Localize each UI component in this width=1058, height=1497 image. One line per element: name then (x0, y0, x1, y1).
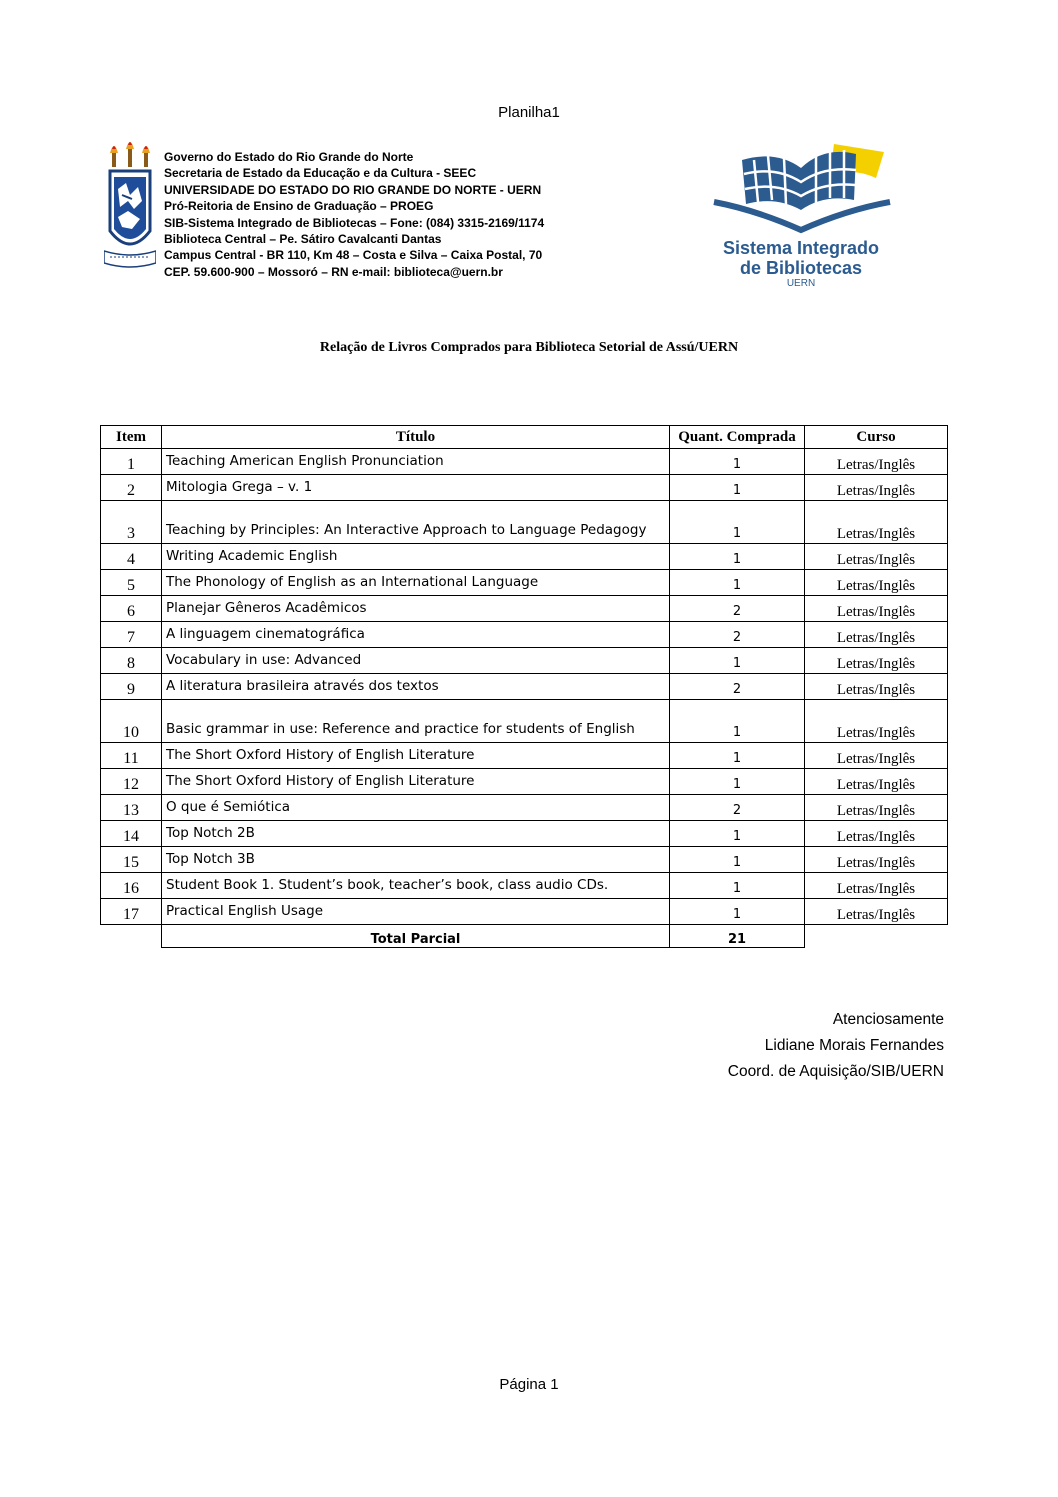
item-number: 4 (101, 544, 162, 570)
table-row (101, 449, 948, 475)
table-row (101, 475, 948, 501)
book-title: O que é Semiótica (162, 795, 670, 821)
quantity: 1 (670, 449, 805, 475)
header-line: SIB-Sistema Integrado de Bibliotecas – Fone: (084) 3315-2169/1174 (164, 215, 545, 230)
page-number: Página 1 (499, 1376, 559, 1393)
institution-header (164, 149, 544, 280)
sib-logo-line3: UERN (786, 278, 816, 289)
course: Letras/Inglês (805, 674, 948, 700)
total-value: 21 (670, 925, 805, 948)
course: Letras/Inglês (805, 769, 948, 795)
book-title: The Short Oxford History of English Literature (162, 743, 670, 769)
uern-crest-logo (104, 139, 156, 275)
course: Letras/Inglês (805, 700, 948, 743)
total-row (101, 925, 948, 948)
item-number: 6 (101, 596, 162, 622)
quantity: 1 (670, 873, 805, 899)
item-number: 10 (101, 700, 162, 743)
quantity: 1 (670, 821, 805, 847)
course: Letras/Inglês (805, 570, 948, 596)
header-line: Campus Central - BR 110, Km 48 – Costa e Silva – Caixa Postal, 70 (164, 248, 543, 263)
book-title: Practical English Usage (162, 899, 670, 925)
total-spacer (101, 925, 162, 948)
table-row (101, 847, 948, 873)
table-row (101, 899, 948, 925)
header-line: Pró-Reitoria de Ensino de Graduação – PROEG (164, 199, 434, 214)
item-number: 3 (101, 501, 162, 544)
course: Letras/Inglês (805, 847, 948, 873)
header-title: Título (162, 426, 670, 449)
book-title: Basic grammar in use: Reference and practice for students of English (162, 700, 670, 743)
book-title: Planejar Gêneros Acadêmicos (162, 596, 670, 622)
quantity: 1 (670, 570, 805, 596)
total-label: Total Parcial (162, 925, 670, 948)
book-title: Mitologia Grega – v. 1 (162, 475, 670, 501)
quantity: 1 (670, 847, 805, 873)
table-row (101, 769, 948, 795)
header-line: Governo do Estado do Rio Grande do Norte (164, 150, 414, 164)
sib-logo (706, 138, 896, 298)
book-title: The Short Oxford History of English Literature (162, 769, 670, 795)
open-book-icon (706, 138, 896, 238)
total-spacer (805, 925, 948, 948)
item-number: 5 (101, 570, 162, 596)
sheet-title: Planilha1 (498, 104, 560, 121)
item-number: 2 (101, 475, 162, 501)
item-number: 12 (101, 769, 162, 795)
item-number: 17 (101, 899, 162, 925)
sib-logo-line1: Sistema Integrado (722, 238, 880, 258)
item-number: 16 (101, 873, 162, 899)
header-line: CEP. 59.600-900 – Mossoró – RN e-mail: biblioteca@uern.br (164, 264, 503, 279)
book-title: Top Notch 3B (162, 847, 670, 873)
book-title: Top Notch 2B (162, 821, 670, 847)
course: Letras/Inglês (805, 475, 948, 501)
table-row (101, 596, 948, 622)
quantity: 1 (670, 743, 805, 769)
book-title: Writing Academic English (162, 544, 670, 570)
quantity: 1 (670, 544, 805, 570)
table-row (101, 570, 948, 596)
quantity: 1 (670, 899, 805, 925)
book-title: Teaching American English Pronunciation (162, 449, 670, 475)
quantity: 2 (670, 622, 805, 648)
book-title: A linguagem cinematográfica (162, 622, 670, 648)
course: Letras/Inglês (805, 873, 948, 899)
book-title: A literatura brasileira através dos textos (162, 674, 670, 700)
item-number: 13 (101, 795, 162, 821)
table-row (101, 648, 948, 674)
header-line: Secretaria de Estado da Educação e da Cultura - SEEC (164, 166, 477, 181)
item-number: 8 (101, 648, 162, 674)
quantity: 2 (670, 674, 805, 700)
course: Letras/Inglês (805, 821, 948, 847)
signer-name: Lidiane Morais Fernandes (764, 1037, 944, 1054)
item-number: 7 (101, 622, 162, 648)
course: Letras/Inglês (805, 648, 948, 674)
header-course: Curso (805, 426, 948, 449)
header-line: UNIVERSIDADE DO ESTADO DO RIO GRANDE DO NORTE - UERN (164, 182, 542, 197)
course: Letras/Inglês (805, 743, 948, 769)
table-row (101, 821, 948, 847)
signature-block (728, 1007, 944, 1085)
quantity: 2 (670, 596, 805, 622)
table-row (101, 873, 948, 899)
book-title: Vocabulary in use: Advanced (162, 648, 670, 674)
header-item: Item (101, 426, 162, 449)
course: Letras/Inglês (805, 501, 948, 544)
item-number: 15 (101, 847, 162, 873)
closing-text: Atenciosamente (832, 1011, 944, 1028)
course: Letras/Inglês (805, 622, 948, 648)
course: Letras/Inglês (805, 449, 948, 475)
quantity: 1 (670, 501, 805, 544)
course: Letras/Inglês (805, 899, 948, 925)
table-row (101, 501, 948, 544)
table-row (101, 622, 948, 648)
sib-logo-line2: de Bibliotecas (739, 258, 863, 278)
quantity: 1 (670, 475, 805, 501)
course: Letras/Inglês (805, 596, 948, 622)
table-header-row (101, 426, 948, 449)
table-row (101, 700, 948, 743)
book-title: Student Book 1. Student’s book, teacher’s book, class audio CDs. (162, 873, 670, 899)
header-qty: Quant. Comprada (670, 426, 805, 449)
course: Letras/Inglês (805, 544, 948, 570)
signer-role: Coord. de Aquisição/SIB/UERN (727, 1063, 944, 1080)
quantity: 2 (670, 795, 805, 821)
table-row (101, 743, 948, 769)
header-line: Biblioteca Central – Pe. Sátiro Cavalcanti Dantas (164, 232, 442, 247)
table-body (101, 449, 948, 948)
item-number: 14 (101, 821, 162, 847)
item-number: 1 (101, 449, 162, 475)
table-row (101, 544, 948, 570)
table-row (101, 795, 948, 821)
table-row (101, 674, 948, 700)
quantity: 1 (670, 648, 805, 674)
book-title: Teaching by Principles: An Interactive Approach to Language Pedagogy (162, 501, 670, 544)
book-title: The Phonology of English as an International Language (162, 570, 670, 596)
document-title: Relação de Livros Comprados para Biblioteca Setorial de Assú/UERN (319, 340, 739, 355)
quantity: 1 (670, 769, 805, 795)
item-number: 11 (101, 743, 162, 769)
item-number: 9 (101, 674, 162, 700)
quantity: 1 (670, 700, 805, 743)
course: Letras/Inglês (805, 795, 948, 821)
books-table (100, 425, 948, 948)
